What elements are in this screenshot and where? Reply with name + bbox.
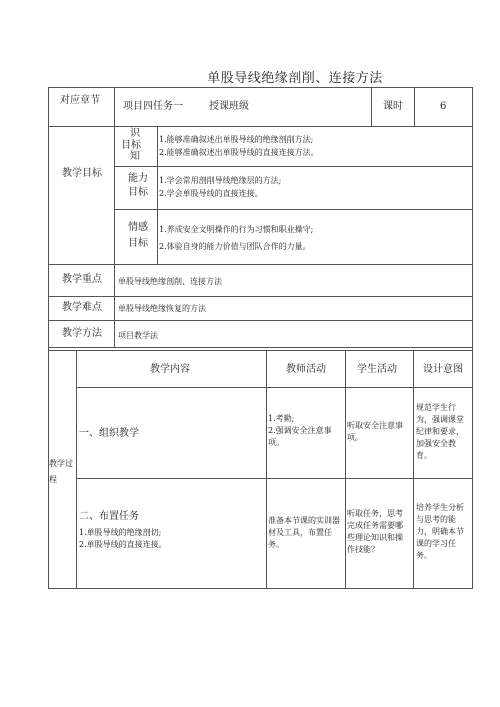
chapter-value: 项目四任务一 xyxy=(123,101,183,112)
key-point-value: 单股导线绝缘剖削、连接方法 xyxy=(118,277,222,286)
difficulty-value: 单股导线绝缘恢复的方法 xyxy=(118,304,206,313)
objectives-label: 教学目标 xyxy=(62,168,102,179)
ability-item: 1.学会常用剖削导线绝缘层的方法; xyxy=(159,176,282,185)
emotion-item: 1.养成安全文明操作的行为习惯和职业操守; xyxy=(159,225,314,234)
header-intent: 设计意图 xyxy=(423,364,463,375)
page-title: 单股导线绝缘剖削、连接方法 xyxy=(207,71,383,86)
content-item: 2.单股导线的直接连接。 xyxy=(79,540,167,549)
knowledge-item: 1.能够准确叙述出单股导线的绝缘剖削方法; xyxy=(159,135,314,144)
method-value: 项目教学法 xyxy=(118,331,158,340)
student-activity: 听取任务，思考 完成任务需要哪 些理论知识和操 作技能？ xyxy=(347,509,403,554)
key-point-label: 教学重点 xyxy=(62,274,102,285)
design-intent: 规范学生行 为，强调课堂 纪律和要求， 加强安全教 育。 xyxy=(416,403,464,460)
difficulty-label: 教学难点 xyxy=(62,302,102,313)
student-activity: 听取安全注意事 项。 xyxy=(347,421,403,442)
teacher-activity: 1.考勤; 2.强调安全注意事 项。 xyxy=(268,414,332,447)
header-student: 学生活动 xyxy=(357,364,397,375)
chapter-label: 对应章节 xyxy=(60,95,100,106)
hours-label: 课时 xyxy=(383,101,403,112)
header-content: 教学内容 xyxy=(150,364,190,375)
header-teacher: 教师活动 xyxy=(286,364,326,375)
design-intent: 培养学生分析 与思考的能 力，明确本节 课的学习任 务。 xyxy=(416,503,464,560)
hours-value: 6 xyxy=(440,101,447,112)
teacher-activity: 准备本节课的实训器 材及工具，布置任 务。 xyxy=(268,516,340,549)
ability-item: 2.学会单股导线的直接连接。 xyxy=(159,189,263,198)
content-item: 1.单股导线的绝缘剖切; xyxy=(79,528,162,537)
content-title: 二、布置任务 xyxy=(79,511,139,522)
class-label: 授课班级 xyxy=(209,101,249,112)
knowledge-item: 2.能够准确叙述出单股导线的直接连接方法。 xyxy=(159,148,319,157)
emotion-item: 2.体验自身的能力价值与团队合作的力量。 xyxy=(159,242,311,251)
content-title: 一、组织教学 xyxy=(79,428,139,439)
method-label: 教学方法 xyxy=(62,328,102,339)
